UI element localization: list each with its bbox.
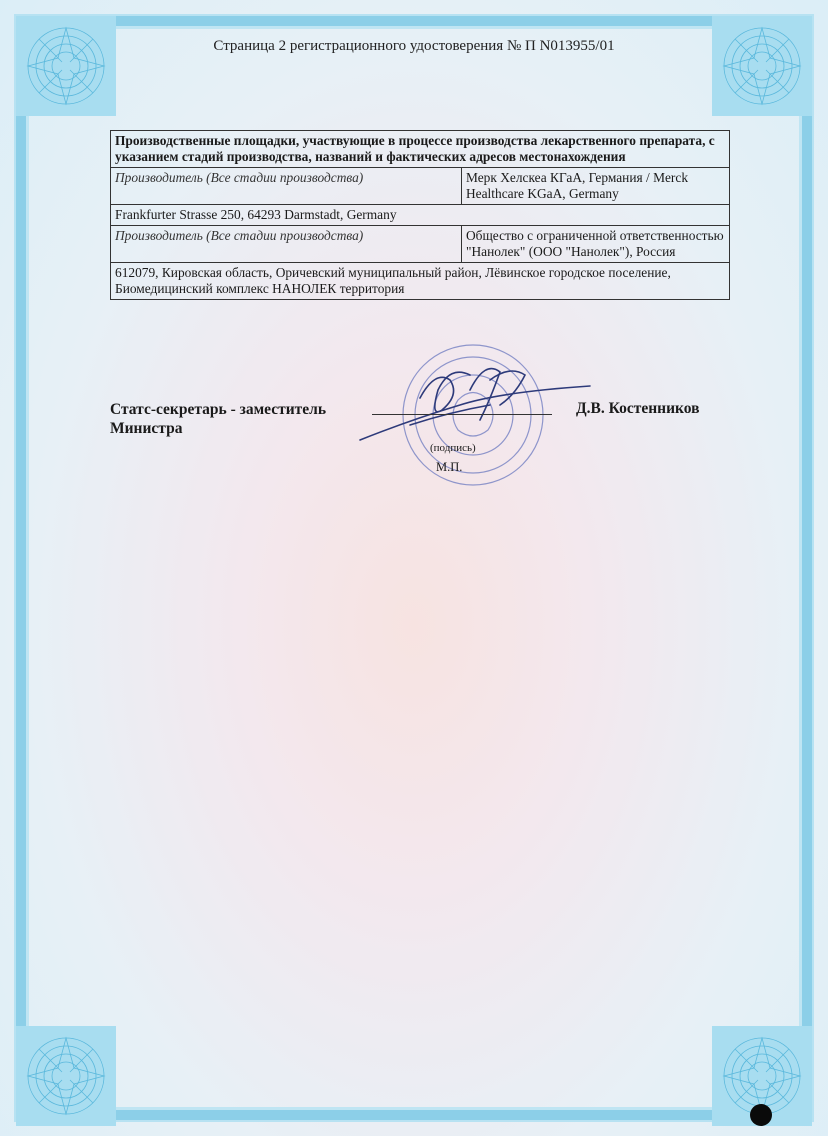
corner-rosette-icon — [16, 16, 116, 116]
page-header: Страница 2 регистрационного удостоверения № П N013955/01 — [213, 38, 615, 54]
signer-position — [110, 400, 326, 438]
corner-rosette-icon — [16, 1026, 116, 1126]
table-header-row — [111, 131, 730, 168]
table-row — [111, 226, 730, 263]
production-sites-table — [110, 130, 730, 300]
manufacturer-role: Производитель (Все стадии производства) — [111, 226, 462, 263]
table-row — [111, 263, 730, 300]
signer-name: Д.В. Костенников — [576, 400, 700, 417]
position-line: Министра — [110, 420, 183, 437]
manufacturer-address: 612079, Кировская область, Оричевский муниципальный район, Лёвинское городское поселение, Биомедицинский комплекс НАНОЛЕК территория — [111, 263, 730, 300]
manufacturer-company: Мерк Хелскеа КГаА, Германия / Merck Healthcare KGaA, Germany — [462, 168, 730, 205]
manufacturer-company: Общество с ограниченной ответственностью "Нанолек" (ООО "Нанолек"), Россия — [462, 226, 730, 263]
table-row — [111, 205, 730, 226]
handwritten-signature-icon — [350, 350, 610, 460]
signature-caption: (подпись) — [430, 442, 476, 454]
corner-rosette-icon — [712, 16, 812, 116]
manufacturer-role: Производитель (Все стадии производства) — [111, 168, 462, 205]
table-heading: Производственные площадки, участвующие в процессе производства лекарственного препарата, с указанием стадий производства, названий и фактических адресов местонахождения — [111, 131, 730, 168]
manufacturer-address: Frankfurter Strasse 250, 64293 Darmstadt, Germany — [111, 205, 730, 226]
punch-hole — [750, 1104, 772, 1126]
signature-line — [372, 414, 552, 415]
position-line: Статс-секретарь - заместитель — [110, 401, 327, 418]
table-row — [111, 168, 730, 205]
stamp-place-label: М.П. — [436, 460, 463, 474]
